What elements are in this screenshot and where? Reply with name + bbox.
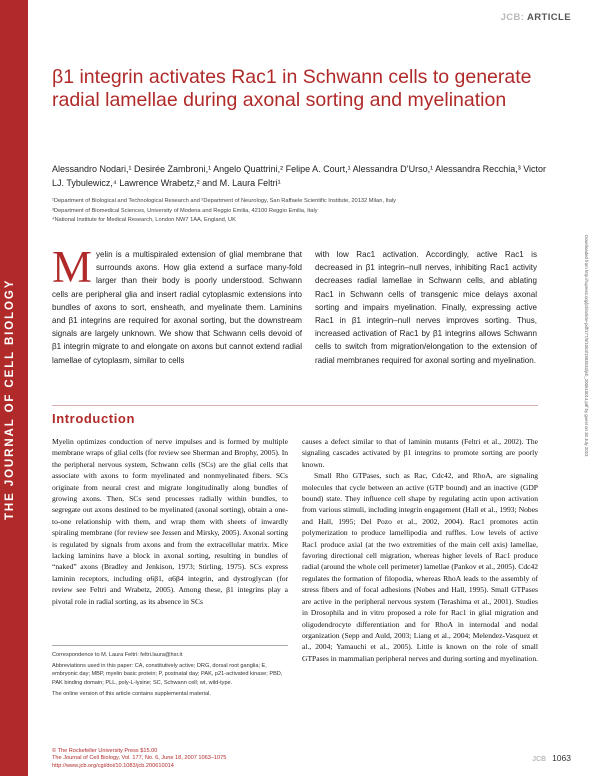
article-title: β1 integrin activates Rac1 in Schwann cells to generate radial lamellae during axonal sorting and myelination: [52, 66, 532, 111]
intro-paragraph-2: Small Rho GTPases, such as Rac, Cdc42, and RhoA, are signaling molecules that cycle between an active (GTP bound) and an inactive (GDP bound) state. They influence cell shape by regulating actin upon activation from various stimuli, including integrin engagement (Hall et al., 1993; Nobes and Hall, 1995; Del Pozo et al., 2002, 2004). Rac1 promotes actin polymerization to produce lamellipodia and ruffles. Low levels of active Rac1 produce axial (at the two extremities of the main cell axis) lamellae, favoring directional cell migration, whereas higher levels of Rac1 produce radial (around the whole cell perimeter) lamellae (Pankov et al., 2005). Cdc42 regulates the formation of filopodia, whereas RhoA leads to the assembly of stress fibers and of focal adhesions (Nobes and Hall, 1995). Small GTPases are active in the peripheral nervous system (Terashima et al., 2001). Studies in Drosophila and in vitro proposed a role for Rac1 in glial migration and oligodendrocyte differentiation and for RhoA in internodal and nodal organization (Sepp and Auld, 2003; Liang et al., 2004; Melendez-Vasquez et al., 2004; Yamauchi et al., 2005). Little is known on the role of small GTPases in mammalian peripheral nerves and during sorting and myelination.: [302, 471, 538, 663]
footnotes: [52, 651, 288, 701]
abstract-left-text: yelin is a multispiraled extension of glial membrane that surrounds axons. How glia extend a surface many-fold larger than their body is poorly understood. Schwann cells are peripheral glia and insert radial cytoplasmic extensions into bundles of axons to sort, ensheath, and myelinate them. Laminins and β1 integrins are required for axonal sorting, but the downstream signals are largely unknown. We show that Schwann cells devoid of β1 integrin migrate to and elongate on axons but cannot extend radial lamellae of cytoplasm, similar to cells: [52, 250, 302, 365]
section-divider: [52, 405, 538, 406]
correspondence-note: Correspondence to M. Laura Feltri: feltri.laura@hsr.it: [52, 652, 183, 658]
journal-sidebar: [0, 0, 28, 776]
intro-paragraph-1: Myelin optimizes conduction of nerve impulses and is formed by multiple membrane wraps of glial cells (for review see Sherman and Brophy, 2005). In the peripheral nervous system, Schwann cells (SCs) are the glial cells that associate with axons to form myelinated and nonmyelinated fibers. SCs originate from neural crest and migrate longitudinally along bundles of growing axons. Then, SCs send processes radially within bundles, to segregate out axons destined to be myelinated (axonal sorting), obtain a one-to-one relationship with them, and wrap them with sheets of inwardly spiraling membrane (for review see Jessen and Mirsky, 2005). Axonal sorting is regulated by signals from axons and from the extracellular matrix. Mice lacking laminins have a block in axonal sorting, resulting in bundles of “naked” axons (Bradley and Jenkison, 1973; Stirling, 1975). SCs express laminin receptors, including α6β1, α6β4 integrin, and dystroglycan (for review see Feltri and Wrabetz, 2005). Among these, β1 integrins play a pivotal role in radial sorting, as its absence in SCs: [52, 437, 288, 606]
sidebar-journal-name: THE JOURNAL OF CELL BIOLOGY: [4, 278, 16, 520]
abstract-dropcap: M: [52, 242, 93, 292]
intro-left-column: [52, 436, 288, 607]
affiliation-2: ³Department of Biomedical Sciences, University of Modena and Reggio Emilia, 42100 Reggio Emilia, Italy: [52, 207, 318, 214]
abstract-right-column: with low Rac1 activation. Accordingly, active Rac1 is decreased in β1 integrin–null nerves, inhibiting Rac1 activity decreases radial lamellae in Schwann cells, and ablating Rac1 in Schwann cells of transgenic mice delays axonal sorting and impairs myelination. Finally, expressing active Rac1 in β1 integrin–null nerves improves sorting. Thus, increased activation of Rac1 by β1 integrins allows Schwann cells to switch from migration/elongation to the extension of radial membranes required for axonal sorting and myelination.: [315, 250, 537, 365]
page-footer: [52, 748, 226, 770]
introduction-heading: Introduction: [52, 411, 136, 426]
copyright-line: © The Rockefeller University Press $15.00: [52, 748, 158, 754]
affiliation-3: ⁴National Institute for Medical Research, London NW7 1AA, England, UK: [52, 217, 236, 223]
article-type-label: [501, 12, 571, 23]
affiliations: [52, 197, 532, 226]
header-journal: JCB:: [500, 12, 525, 23]
download-note: Downloaded from http://rupress.org/jcb/article-pdf/177/6/1063/1883533/jcb_200610014.pdf by guest on 30 July 2023: [584, 235, 589, 457]
abbreviations-note: Abbreviations used in this paper: CA, constitutively active; DRG, dorsal root ganglia; E, embryonic day; MBP, myelin basic protein; P, postnatal day; PAK, p21-activated kinase; PBD, PAK binding domain; PLL, poly-L-lysine; SC, Schwann cell; wt, wild-type.: [52, 663, 283, 686]
intro-paragraph-continued: causes a defect similar to that of laminin mutants (Feltri et al., 2002). The signaling cascades activated by β1 integrins to promote sorting are poorly known.: [302, 437, 538, 469]
affiliation-1: ¹Department of Biological and Technological Research and ²Department of Neurology, San Raffaele Scientific Institute, 20132 Milan, Italy: [52, 198, 396, 204]
intro-right-column: [302, 436, 538, 664]
page-number-block: [532, 753, 571, 763]
page-number: 1063: [552, 753, 571, 763]
citation-line: The Journal of Cell Biology, Vol. 177, No. 6, June 18, 2007 1063–1075: [52, 755, 227, 762]
supplemental-note: The online version of this article contains supplemental material.: [52, 690, 211, 697]
page-journal-label: JCB: [532, 756, 547, 763]
doi-line: http://www.jcb.org/cgi/doi/10.1083/jcb.200610014: [52, 762, 174, 769]
footnote-divider: [52, 645, 288, 646]
author-list: Alessandro Nodari,¹ Desirée Zambroni,¹ Angelo Quattrini,² Felipe A. Court,¹ Alessandra D’Urso,¹ Alessandra Recchia,³ Victor LJ. Tybulewicz,⁴ Lawrence Wrabetz,² and M. Laura Feltri¹: [52, 164, 547, 188]
abstract-left-column: [52, 242, 302, 367]
header-section: ARTICLE: [524, 12, 571, 23]
